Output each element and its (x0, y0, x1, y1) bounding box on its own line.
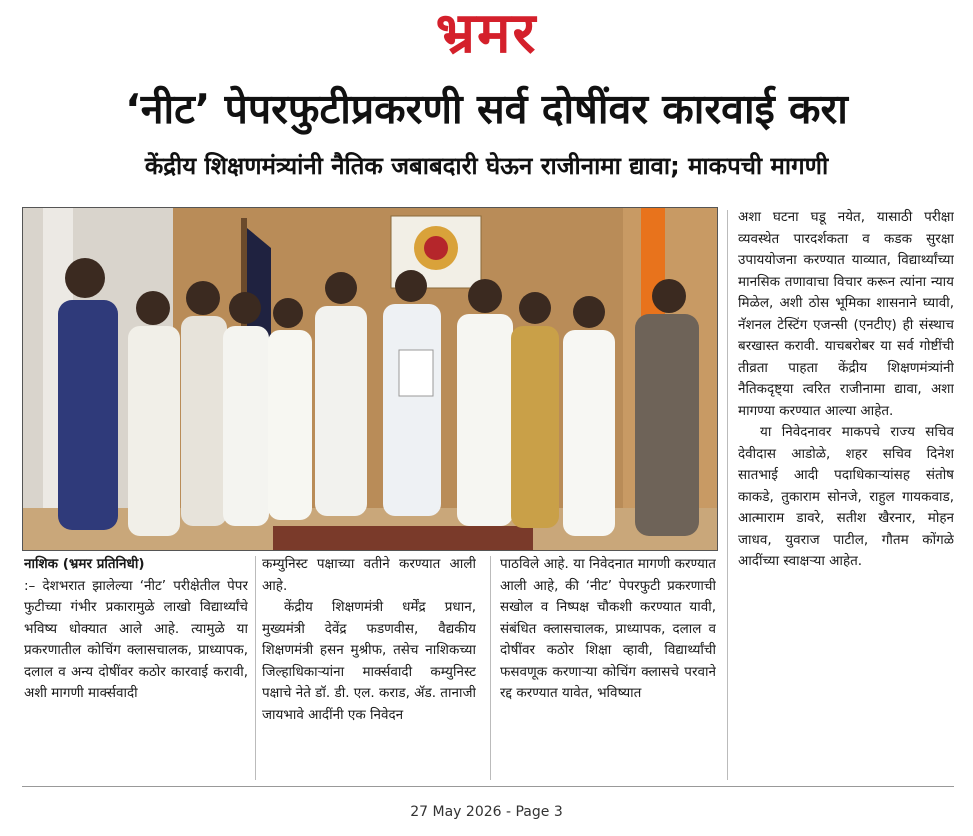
column-divider (490, 556, 491, 780)
article-column-3 (500, 554, 716, 782)
group-photo-illustration (23, 208, 717, 550)
article-paragraph: या निवेदनावर माकपचे राज्य सचिव देवीदास आडोळे, शहर सचिव दिनेश सातभाई आदी पदाधिकाऱ्यांसह संतोष काकडे, तुकाराम सोनजे, राहुल गायकवाड, आत्माराम डावरे, सतीश खैरनार, मोहन जाधव, युवराज पाटील, गौतम कोंगळे आदींच्या स्वाक्षऱ्या आहेत. (738, 424, 954, 569)
article-subheadline: केंद्रीय शिक्षणमंत्र्यांनी नैतिक जबाबदारी घेऊन राजीनामा द्यावा; माकपची मागणी (144, 152, 829, 180)
article-paragraph: केंद्रीय शिक्षणमंत्री धर्मेंद्र प्रधान, मुख्यमंत्री देवेंद्र फडणवीस, वैद्यकीय शिक्षणमंत्री हसन मुश्रीफ, तसेच नाशिकच्या जिल्हाधिकाऱ्यांना मार्क्सवादी कम्युनिस्ट पक्षाचे नेते डॉ. डी. एल. कराड, ॲड. तानाजी जायभावे आदींनी एक निवेदन (262, 599, 476, 723)
masthead (0, 0, 973, 72)
article-dateline: नाशिक (भ्रमर प्रतिनिधी) (24, 556, 145, 572)
article-paragraph: :– देशभरात झालेल्या ‘नीट’ परीक्षेतील पेपर फुटीच्या गंभीर प्रकारामुळे लाखो विद्यार्थ्यांचे भविष्य धोक्यात आले आहे. त्यामुळे या प्रकरणातील कोचिंग क्लासचालक, प्राध्यापक, दलाल व अन्य दोषींवर कठोर कारवाई करावी, अशी मागणी मार्क्सवादी (24, 577, 248, 701)
article-paragraph: अशा घटना घडू नयेत, यासाठी परीक्षा व्यवस्थेत पारदर्शकता व कडक सुरक्षा उपाययोजना करण्यात याव्यात, विद्यार्थ्यांच्या मानसिक तणावाचा विचार करून त्यांना न्याय मिळेल, अशी ठोस भूमिका शासनाने घ्यावी, नॅशनल टेस्टिंग एजन्सी (एनटीए) ही संस्थाच बरखास्त करावी. याचबरोबर या सर्व गोष्टींची तीव्रता पाहता केंद्रीय शिक्षणमंत्र्यांनी नैतिकदृष्ट्या त्वरित राजीनामा द्यावा, अशा मागण्या करण्यात आल्या आहेत. (738, 209, 954, 419)
article-headline: ‘नीट’ पेपरफुटीप्रकरणी सर्व दोषींवर कारवाई करा (125, 85, 848, 133)
column-divider (727, 210, 728, 780)
article-photo (22, 207, 718, 551)
page-footer: 27 May 2026 - Page 3 (410, 804, 563, 820)
footer-divider (22, 786, 954, 787)
article-column-4 (738, 207, 954, 783)
column-divider (255, 556, 256, 780)
article-paragraph: कम्युनिस्ट पक्षाच्या वतीने करण्यात आली आहे. (262, 556, 476, 594)
article-column-2 (262, 554, 476, 782)
article-paragraph: पाठविले आहे. या निवेदनात मागणी करण्यात आली आहे, की ‘नीट’ पेपरफुटी प्रकरणाची सखोल व निष्पक्ष चौकशी करण्यात यावी, संबंधित क्लासचालक, प्राध्यापक, दलाल व दोषींवर कठोर शिक्षा व्हावी, विद्यार्थ्यांची फसवणूक करणाऱ्या कोचिंग क्लासचे परवाने रद्द करण्यात यावेत, भविष्यात (500, 556, 716, 701)
newspaper-logo: भ्रमर (435, 1, 538, 66)
article-column-1 (24, 554, 248, 782)
